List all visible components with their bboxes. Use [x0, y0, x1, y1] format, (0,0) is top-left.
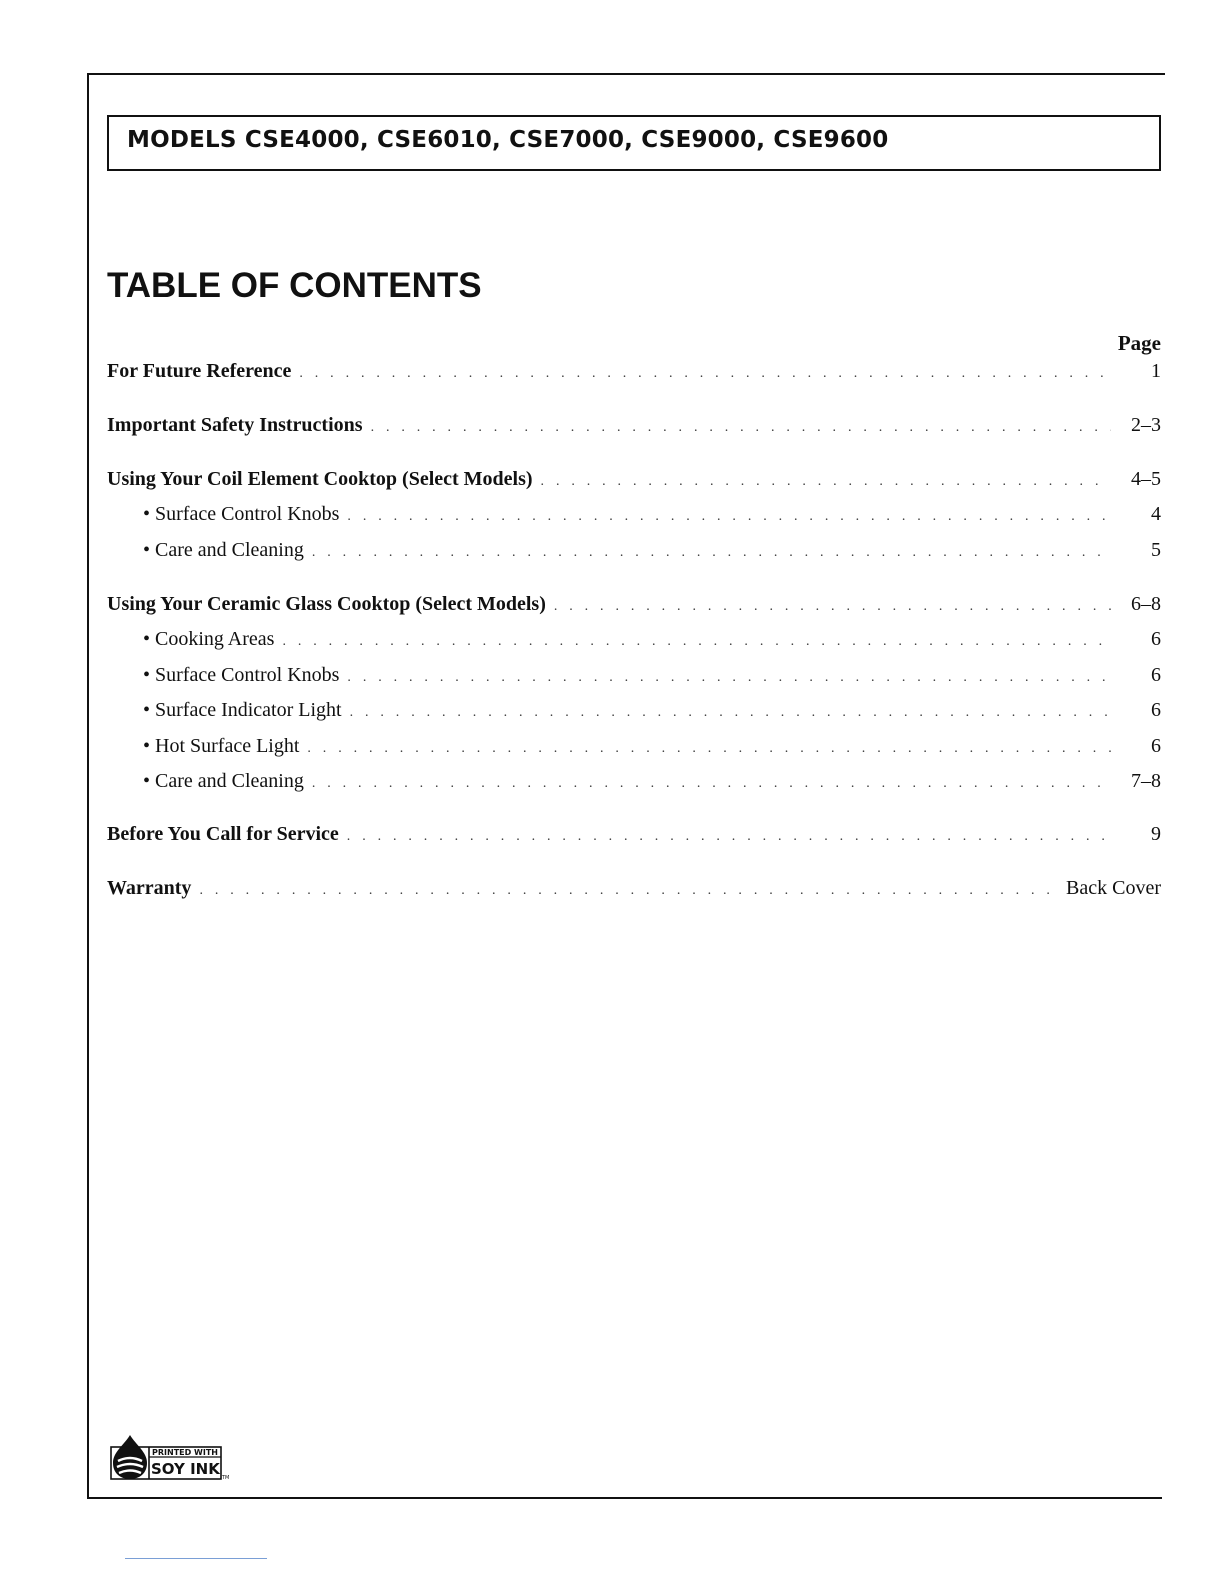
- dot-leader: [347, 509, 1111, 525]
- toc-entry-label: For Future Reference: [107, 360, 292, 382]
- toc-entry-label: Using Your Coil Element Cooktop (Select Models): [107, 468, 533, 490]
- models-header-box: [107, 115, 1161, 171]
- dot-leader: [350, 705, 1111, 721]
- toc-subentry-cooking-areas[interactable]: [143, 628, 1161, 658]
- bottom-edge-mark: [125, 1558, 267, 1559]
- toc-entry-page: 6: [1151, 628, 1161, 650]
- dot-leader: [282, 634, 1111, 650]
- dot-leader: [347, 670, 1111, 686]
- toc-entry-coil-element-cooktop[interactable]: [107, 468, 1161, 498]
- toc-entry-label: • Hot Surface Light: [143, 735, 300, 757]
- toc-entry-label: • Care and Cleaning: [143, 770, 304, 792]
- toc-entry-page: 9: [1151, 823, 1161, 845]
- soy-ink-logo: [110, 1433, 230, 1481]
- toc-entry-page: 2–3: [1131, 414, 1161, 436]
- toc-entry-page: 4: [1151, 503, 1161, 525]
- page-left-rule: [87, 73, 89, 1499]
- toc-entry-page: Back Cover: [1066, 877, 1161, 899]
- dot-leader: [554, 599, 1111, 615]
- toc-entry-before-you-call-for-service[interactable]: [107, 823, 1161, 853]
- svg-text:PRINTED WITH: PRINTED WITH: [152, 1448, 218, 1457]
- toc-subentry-hot-surface-light[interactable]: [143, 735, 1161, 765]
- toc-entry-page: 6: [1151, 735, 1161, 757]
- toc-entry-warranty[interactable]: [107, 877, 1161, 907]
- svg-text:SOY INK: SOY INK: [151, 1460, 220, 1478]
- toc-subentry-ceramic-surface-control-knobs[interactable]: [143, 664, 1161, 694]
- toc-entry-page: 4–5: [1131, 468, 1161, 490]
- svg-text:TM: TM: [222, 1475, 230, 1481]
- toc-subentry-coil-surface-control-knobs[interactable]: [143, 503, 1161, 533]
- toc-entry-label: Using Your Ceramic Glass Cooktop (Select Models): [107, 593, 546, 615]
- toc-entry-page: 6: [1151, 664, 1161, 686]
- toc-entry-label: • Surface Control Knobs: [143, 664, 340, 686]
- toc-entry-label: • Cooking Areas: [143, 628, 275, 650]
- dot-leader: [541, 474, 1111, 490]
- page-top-rule: [88, 73, 1165, 75]
- dot-leader: [312, 776, 1111, 792]
- toc-entry-label: Important Safety Instructions: [107, 414, 363, 436]
- toc-entry-for-future-reference[interactable]: [107, 360, 1161, 390]
- toc-entry-ceramic-glass-cooktop[interactable]: [107, 593, 1161, 623]
- dot-leader: [312, 545, 1111, 561]
- dot-leader: [199, 883, 1053, 899]
- soy-ink-drop-icon: [110, 1433, 230, 1481]
- toc-subentry-coil-care-and-cleaning[interactable]: [143, 539, 1161, 569]
- toc-entry-page: 1: [1151, 360, 1161, 382]
- page-title: TABLE OF CONTENTS: [107, 266, 482, 305]
- toc-subentry-ceramic-care-and-cleaning[interactable]: [143, 770, 1161, 800]
- toc-entry-label: • Surface Indicator Light: [143, 699, 342, 721]
- page-bottom-rule: [87, 1497, 1162, 1499]
- toc-entry-page: 6: [1151, 699, 1161, 721]
- toc-entry-important-safety-instructions[interactable]: [107, 414, 1161, 444]
- models-header-text: MODELS CSE4000, CSE6010, CSE7000, CSE9000, CSE9600: [127, 127, 889, 153]
- toc-entry-label: Before You Call for Service: [107, 823, 339, 845]
- toc-entry-label: Warranty: [107, 877, 192, 899]
- dot-leader: [299, 366, 1111, 382]
- toc-subentry-surface-indicator-light[interactable]: [143, 699, 1161, 729]
- dot-leader: [347, 829, 1111, 845]
- page-column-label: Page: [1117, 331, 1161, 355]
- dot-leader: [307, 741, 1111, 757]
- toc-entry-page: 6–8: [1131, 593, 1161, 615]
- toc-entry-label: • Surface Control Knobs: [143, 503, 340, 525]
- toc-entry-page: 7–8: [1131, 770, 1161, 792]
- toc-entry-label: • Care and Cleaning: [143, 539, 304, 561]
- toc-entry-page: 5: [1151, 539, 1161, 561]
- dot-leader: [371, 420, 1111, 436]
